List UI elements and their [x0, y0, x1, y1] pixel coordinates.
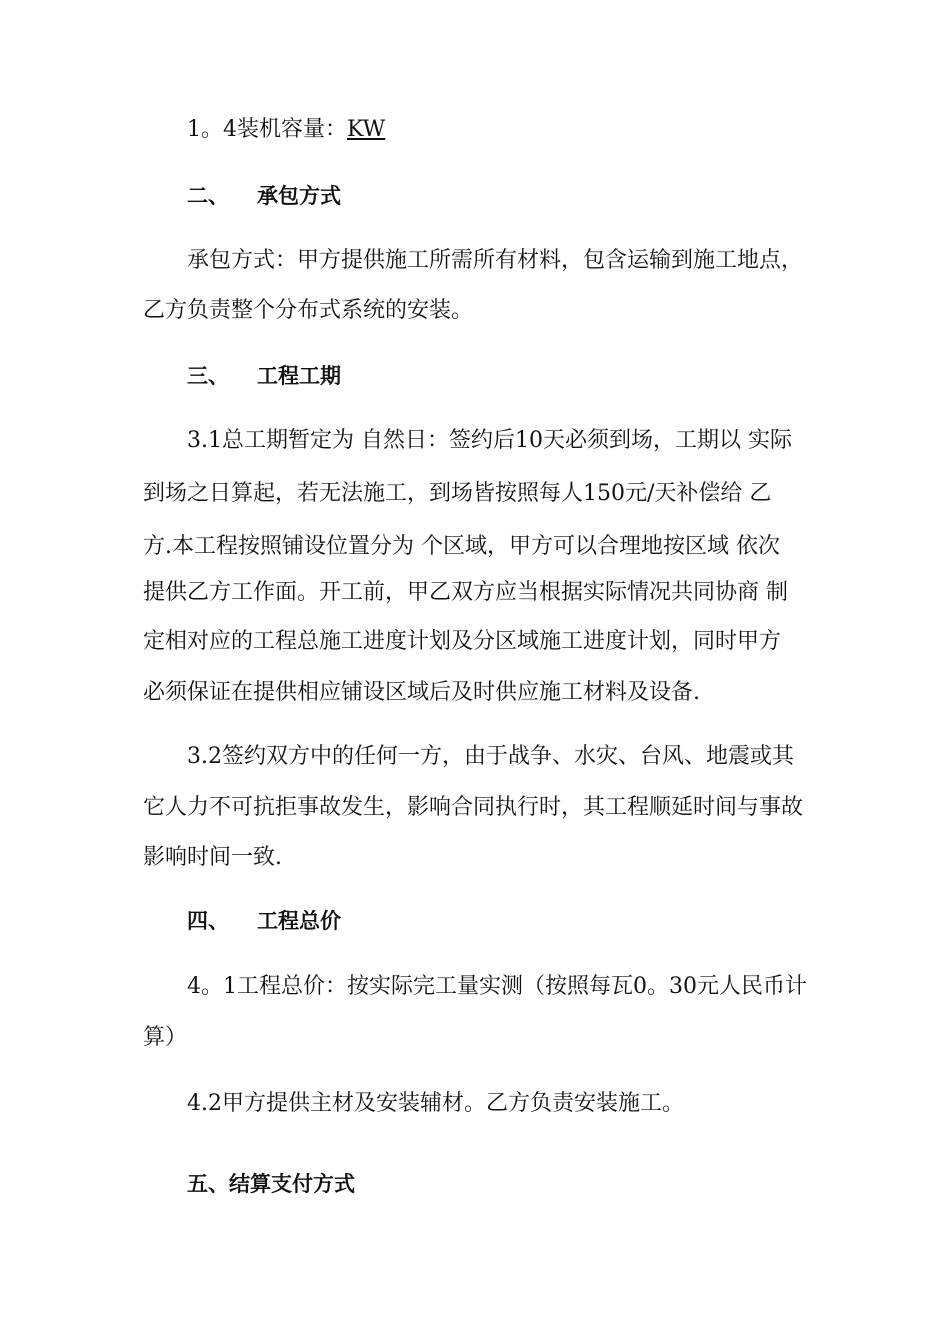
section-3-number: 三、	[187, 364, 229, 388]
section-2-heading	[187, 181, 341, 211]
section-3-heading	[187, 361, 341, 391]
item-3-1-line: 到场之日算起，若无法施工，到场皆按照每人150元/天补偿给 乙	[143, 481, 772, 506]
section-2-number: 二、	[187, 184, 229, 208]
item-3-1-line: 3.1总工期暂定为 自然日：签约后10天必须到场，工期以 实际	[187, 428, 792, 453]
section-2-title: 承包方式	[257, 184, 341, 208]
section-4-number: 四、	[187, 909, 229, 933]
section-2-paragraph-line: 乙方负责整个分布式系统的安装。	[143, 298, 474, 323]
item-1-4-label: 1。4装机容量：	[187, 117, 347, 142]
section-4-title: 工程总价	[257, 909, 341, 933]
section-3-title: 工程工期	[257, 364, 341, 388]
item-4-2: 4.2甲方提供主材及安装辅材。乙方负责安装施工。	[187, 1091, 684, 1116]
item-4-1-line: 算）	[143, 1025, 188, 1050]
section-5-heading: 五、结算支付方式	[187, 1172, 355, 1196]
item-3-2-line: 影响时间一致.	[143, 845, 282, 870]
item-3-2-line: 3.2签约双方中的任何一方，由于战争、水灾、台风、地震或其	[187, 744, 794, 769]
item-1-4	[187, 115, 385, 145]
section-2-paragraph-line: 承包方式：甲方提供施工所需所有材料，包含运输到施工地点，	[187, 248, 804, 273]
item-3-1-line: 必须保证在提供相应铺设区域后及时供应施工材料及设备.	[143, 680, 700, 705]
item-3-1-line: 提供乙方工作面。开工前，甲乙双方应当根据实际情况共同协商 制	[143, 580, 788, 605]
section-4-heading	[187, 906, 341, 936]
item-4-1-line: 4。1工程总价：按实际完工量实测（按照每瓦0。30元人民币计	[187, 974, 807, 999]
item-3-1-line: 定相对应的工程总施工进度计划及分区域施工进度计划，同时甲方	[143, 629, 782, 654]
item-3-1-line: 方.本工程按照铺设位置分为 个区域，甲方可以合理地按区域 依次	[143, 534, 780, 559]
item-3-2-line: 它人力不可抗拒事故发生，影响合同执行时，其工程顺延时间与事故	[143, 795, 804, 820]
item-1-4-unit: KW	[347, 117, 386, 142]
